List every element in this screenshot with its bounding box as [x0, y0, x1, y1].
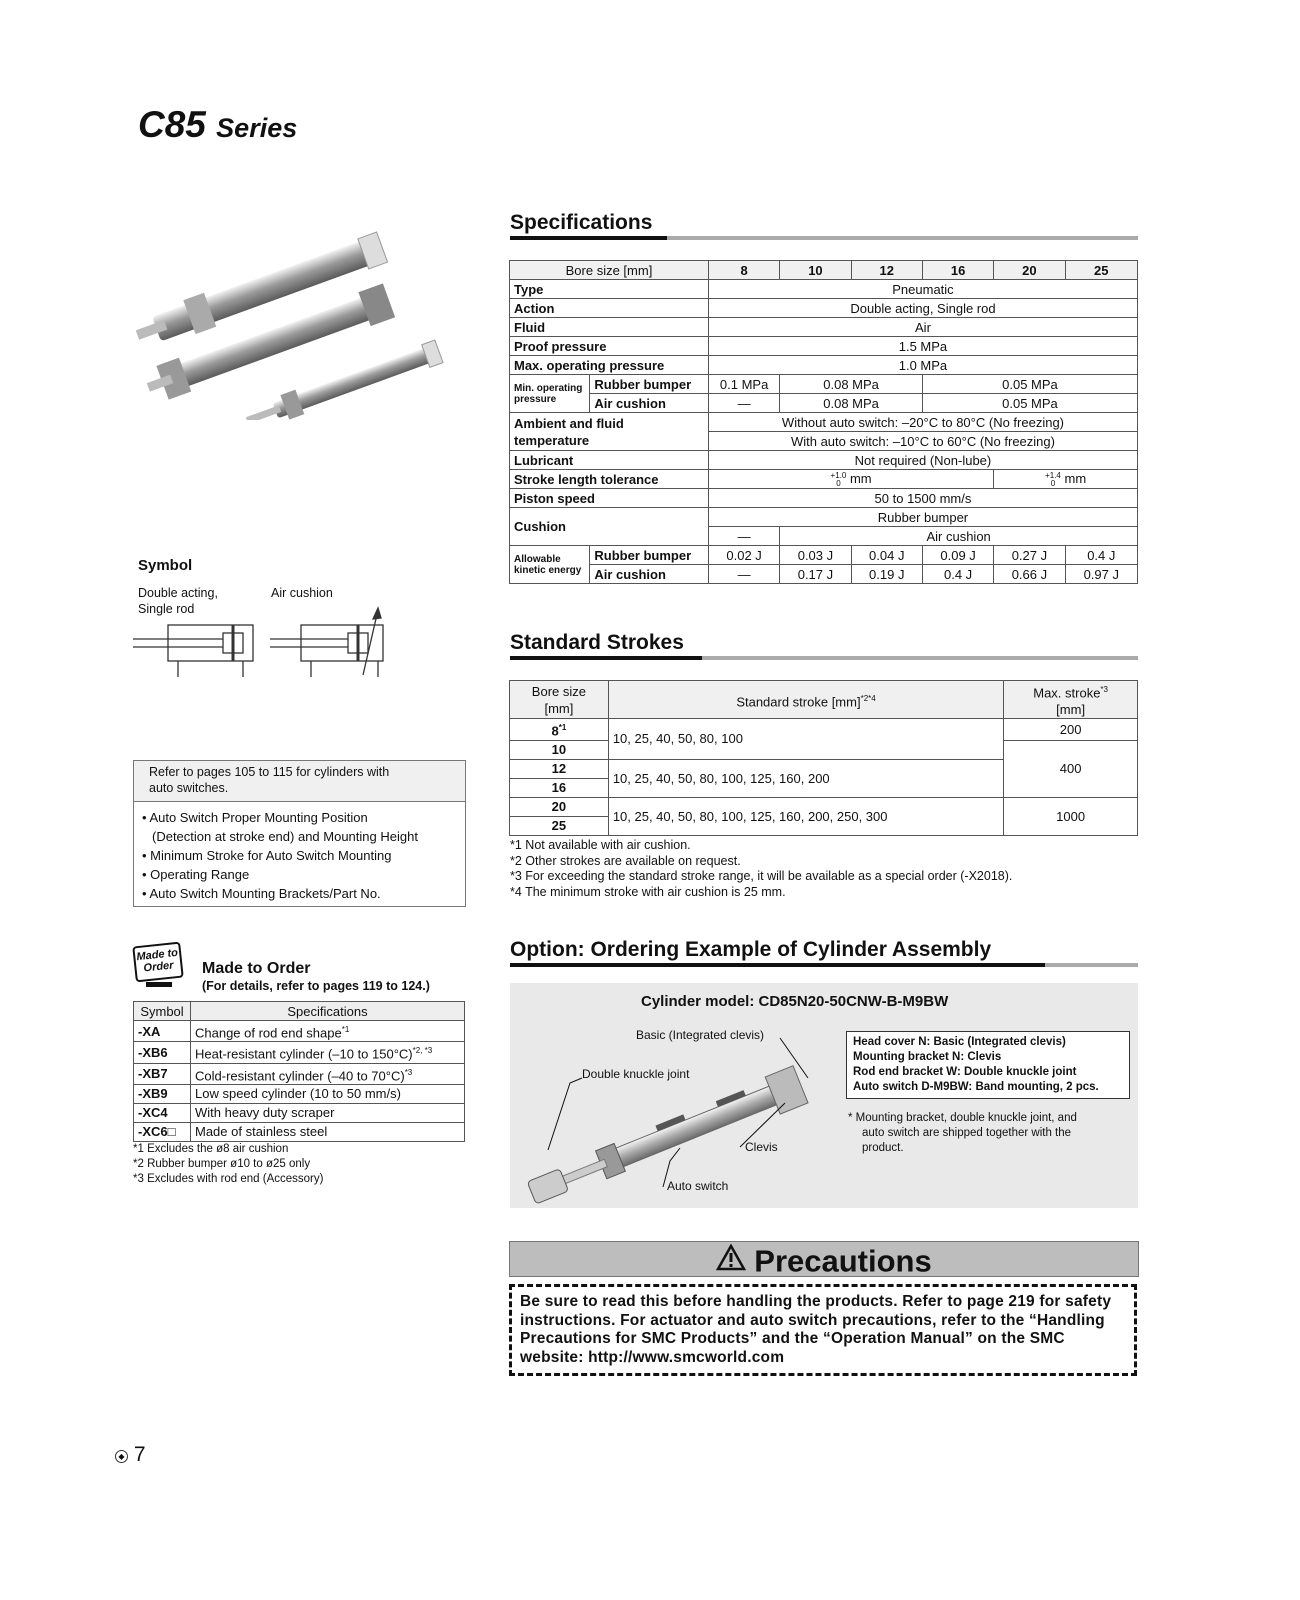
auto-switch-item: • Operating Range — [142, 867, 250, 882]
table-row: 10 400 — [510, 740, 1138, 759]
table-row: 12 10, 25, 40, 50, 80, 100, 125, 160, 200 — [510, 759, 1138, 778]
spec-bore-label: Bore size [mm] — [510, 261, 709, 280]
symbol-title: Symbol — [138, 557, 193, 574]
section-rule — [510, 963, 1138, 967]
table-row: 8$^{*1}$ 10, 25, 40, 50, 80, 100 200 — [510, 719, 1138, 740]
table-row: Action Double acting, Single rod — [510, 299, 1138, 318]
ordering-example-panel — [510, 983, 1138, 1208]
series-model: C85 — [138, 104, 206, 145]
table-row: With auto switch: –10°C to 60°C (No freezing) — [510, 432, 1138, 451]
mto-col-spec: Specifications — [191, 1002, 465, 1021]
table-row: -XB7 Cold-resistant cylinder (–40 to 70°C)$^{*3}$ — [134, 1063, 465, 1084]
table-row: — Air cushion — [510, 527, 1138, 546]
precautions-header — [509, 1241, 1139, 1277]
table-row: -XB6 Heat-resistant cylinder (–10 to 150°C)$^{*2, *3}$ — [134, 1042, 465, 1063]
callout-knuckle: Double knuckle joint — [582, 1067, 690, 1081]
table-row: 25 — [510, 816, 1138, 835]
auto-switch-item: • Minimum Stroke for Auto Switch Mounting — [142, 848, 392, 863]
table-row: Min. operating pressure Rubber bumper 0.1 MPa 0.08 MPa 0.05 MPa — [510, 375, 1138, 394]
table-row: 20 10, 25, 40, 50, 80, 100, 125, 160, 200, 250, 300 1000 — [510, 797, 1138, 816]
callout-clevis: Clevis — [745, 1140, 778, 1154]
made-to-order-table — [133, 1001, 465, 1142]
series-title — [138, 104, 297, 146]
series-label: Series — [216, 113, 298, 143]
table-row: Type Pneumatic — [510, 280, 1138, 299]
auto-switch-item: • Auto Switch Proper Mounting Position — [142, 810, 368, 825]
warning-icon — [716, 1244, 746, 1277]
table-row: Proof pressure 1.5 MPa — [510, 337, 1138, 356]
table-row: Allowable kinetic energy Rubber bumper 0.02 J 0.03 J 0.04 J 0.09 J 0.27 J 0.4 J — [510, 546, 1138, 565]
precautions-body: Be sure to read this before handling the products. Refer to page 219 for safety instructions. For actuator and auto switch precautions, refer to the “Handling Precautions for SMC Products” and the “Operation Manual” on the SMC website: http://www.smcworld.com — [509, 1284, 1137, 1376]
section-rule — [510, 236, 1138, 240]
precautions-title: Precautions — [754, 1243, 932, 1279]
callout-auto-switch: Auto switch — [667, 1179, 729, 1193]
cylinder-model-label: Cylinder model: CD85N20-50CNW-B-M9BW — [641, 993, 949, 1010]
made-to-order-badge-icon: Made to Order — [134, 944, 188, 990]
mto-col-symbol: Symbol — [134, 1002, 191, 1021]
table-row: Lubricant Not required (Non-lube) — [510, 451, 1138, 470]
pneumatic-symbol-diagram — [133, 605, 393, 685]
auto-switch-item: (Detection at stroke end) and Mounting Height — [152, 829, 418, 844]
made-to-order-subtitle: (For details, refer to pages 119 to 124.) — [202, 979, 430, 993]
table-row: Ambient and fluid temperature Without auto switch: –20°C to 80°C (No freezing) — [510, 413, 1138, 432]
standard-strokes-notes: *1 Not available with air cushion. *2 Other strokes are available on request. *3 For exceeding the standard stroke range, it will be available as a special order (-X2018). *4 The minimum stroke with air cushion is 25 mm. — [510, 838, 1013, 899]
table-row: -XC4 With heavy duty scraper — [134, 1103, 465, 1122]
table-row: 16 — [510, 778, 1138, 797]
table-row: Stroke length tolerance +1.0 0 mm +1.4 0 mm — [510, 470, 1138, 489]
ordering-spec-box: Head cover N: Basic (Integrated clevis) Mounting bracket N: Clevis Rod end bracket W: Double knuckle joint Auto switch D-M9BW: Band mounting, 2 pcs. — [846, 1031, 1130, 1099]
made-to-order-notes: *1 Excludes the ø8 air cushion *2 Rubber bumper ø10 to ø25 only *3 Excludes with rod end (Accessory) — [133, 1143, 324, 1185]
symbol-air-cushion-label: Air cushion — [271, 586, 333, 600]
page-marker-icon: ◆ — [115, 1450, 128, 1463]
standard-strokes-table: Bore size [mm] Standard stroke [mm]$^{*2*4}$ Max. stroke$^{*3}$ [mm] 8$^{*1}$ 10, 25, 40, 50, 80, 100 200 10 400 12 10, 25, 40, 50, 80, 100, 125, 160, 200 16 20 10, 25, 40, 50, 80, 100, 125, 160, 200, 250, 300 1000 25 — [509, 680, 1138, 836]
product-cylinders-image — [130, 230, 480, 420]
table-row: Cushion Rubber bumper — [510, 508, 1138, 527]
table-row: Fluid Air — [510, 318, 1138, 337]
table-row: Piston speed 50 to 1500 mm/s — [510, 489, 1138, 508]
table-row: -XB9 Low speed cylinder (10 to 50 mm/s) — [134, 1084, 465, 1103]
made-to-order-title: Made to Order — [202, 960, 311, 977]
auto-switch-header-line-1: Refer to pages 105 to 115 for cylinders with — [149, 765, 390, 779]
symbol-double-acting-label: Double acting, Single rod — [138, 586, 218, 616]
table-row: Air cushion — 0.17 J 0.19 J 0.4 J 0.66 J 0.97 J — [510, 565, 1138, 584]
cylinder-assembly-drawing — [510, 983, 840, 1208]
table-row: Air cushion — 0.08 MPa 0.05 MPa — [510, 394, 1138, 413]
page-number: ◆ 7 — [115, 1443, 146, 1467]
table-row: -XA Change of rod end shape$^{*1}$ — [134, 1021, 465, 1042]
auto-switch-reference-box — [133, 760, 466, 907]
table-row: Max. operating pressure 1.0 MPa — [510, 356, 1138, 375]
table-row: -XC6□ Made of stainless steel — [134, 1122, 465, 1141]
callout-basic: Basic (Integrated clevis) — [636, 1028, 765, 1042]
auto-switch-header-line-2: auto switches. — [149, 780, 229, 795]
auto-switch-item: • Auto Switch Mounting Brackets/Part No. — [142, 886, 381, 901]
specifications-title: Specifications — [510, 211, 653, 234]
specifications-table: Bore size [mm] 8 10 12 16 20 25 Type Pneumatic Action Double acting, Single rod Fluid Air Proof pressure 1.5 MPa Max. operating pressure 1.0 MPa Min. operating pressure Rubber bumper 0.1 MPa 0.08 MPa 0.05 MPa Air cushion — 0.08 MPa 0.05 MPa Ambient and fluid temperature Without auto switch: –20°C to 80°C (No freezing) With auto switch: –10°C to 60°C (No freezing) Lubricant Not required (Non-lube) Stroke length tolerance +1.0 0 mm +1.4 0 mm Piston speed 50 to 1500 mm/s Cushion Rubber bumper — Air cushion Allowable kinetic energy Rubber bumper 0.02 J 0.03 J 0.04 J 0.09 J 0.27 J 0.4 J Air cushion — 0.17 J 0.19 J 0.4 J 0.66 J 0.97 J — [509, 260, 1138, 584]
section-rule — [510, 656, 1138, 660]
option-title: Option: Ordering Example of Cylinder Assembly — [510, 938, 992, 961]
standard-strokes-title: Standard Strokes — [510, 631, 684, 654]
ordering-note: * Mounting bracket, double knuckle joint, and auto switch are shipped together with the product. — [848, 1112, 1077, 1154]
